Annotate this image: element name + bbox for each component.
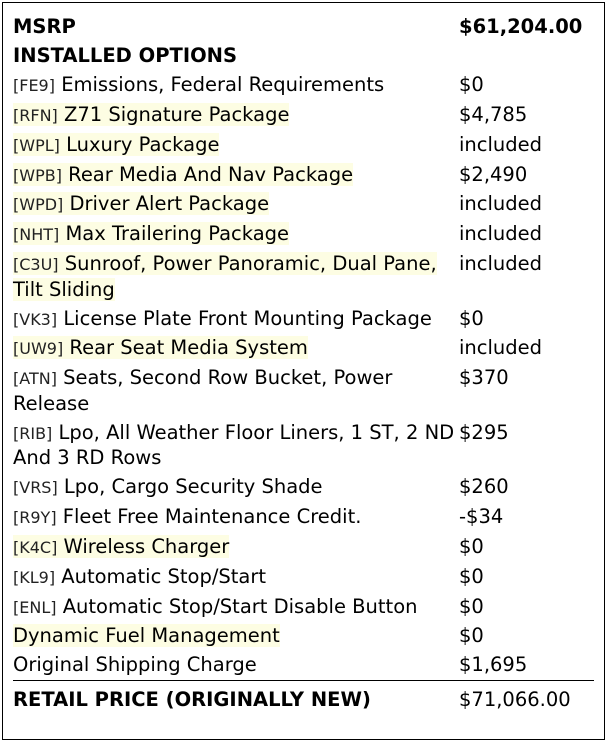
option-name: Rear Seat Media System [69, 336, 308, 360]
option-row [13, 304, 594, 334]
option-row [13, 220, 594, 250]
option-price: $260 [459, 475, 509, 499]
option-row [13, 651, 594, 680]
option-code: [WPB] [13, 165, 62, 185]
option-price: $0 [459, 72, 484, 96]
option-price: included [459, 222, 543, 246]
option-text [13, 336, 308, 359]
option-description [13, 160, 459, 190]
option-description [13, 71, 459, 101]
option-text [13, 222, 289, 245]
option-description [13, 364, 459, 418]
option-price: included [459, 336, 543, 360]
option-price: $4,785 [459, 102, 528, 126]
option-price: $2,490 [459, 162, 528, 186]
option-description [13, 622, 459, 651]
option-row [13, 364, 594, 418]
option-price: included [459, 192, 543, 216]
option-code: [K4C] [13, 537, 58, 557]
msrp-row [13, 13, 594, 42]
option-text [13, 133, 219, 156]
option-code: [RFN] [13, 105, 58, 125]
option-name: Driver Alert Package [69, 192, 270, 216]
option-row [13, 190, 594, 220]
option-code: [NHT] [13, 225, 60, 245]
option-text [13, 624, 280, 647]
option-text [13, 595, 417, 618]
option-description [13, 334, 459, 364]
option-description [13, 250, 459, 304]
option-text [13, 252, 437, 301]
option-text [13, 366, 392, 415]
option-description [13, 101, 459, 131]
option-row [13, 419, 594, 473]
option-row [13, 101, 594, 131]
option-price: $0 [459, 534, 484, 558]
option-code: [UW9] [13, 339, 64, 359]
option-name: Rear Media And Nav Package [68, 162, 354, 186]
option-description [13, 563, 459, 593]
option-code: [ENL] [13, 597, 57, 617]
option-text [13, 505, 361, 528]
option-code: [WPL] [13, 135, 60, 155]
option-row [13, 334, 594, 364]
option-name: License Plate Front Mounting Package [63, 306, 432, 330]
option-description [13, 304, 459, 334]
option-name: Automatic Stop/Start [61, 564, 267, 588]
option-row [13, 473, 594, 503]
option-price: $0 [459, 594, 484, 618]
option-description [13, 473, 459, 503]
option-price: included [459, 132, 543, 156]
option-row [13, 250, 594, 304]
option-row [13, 592, 594, 622]
option-row [13, 160, 594, 190]
option-name: Z71 Signature Package [63, 102, 290, 126]
retail-price-label: RETAIL PRICE (ORIGINALLY NEW) [13, 681, 459, 713]
option-row [13, 533, 594, 563]
option-description [13, 503, 459, 533]
option-text [13, 307, 432, 330]
option-code: [RIB] [13, 423, 53, 443]
window-sticker [2, 2, 605, 740]
option-name: Max Trailering Package [65, 222, 290, 246]
option-code: [WPD] [13, 195, 64, 215]
option-code: [ATN] [13, 369, 57, 389]
option-code: [VRS] [13, 478, 58, 498]
option-name: Emissions, Federal Requirements [61, 72, 385, 96]
msrp-value: $61,204.00 [459, 15, 583, 39]
option-text [13, 535, 229, 558]
option-price: $370 [459, 366, 509, 390]
option-name: Wireless Charger [63, 534, 230, 558]
option-code: [FE9] [13, 75, 55, 95]
option-row [13, 71, 594, 101]
options-table [13, 13, 594, 713]
option-row [13, 622, 594, 651]
installed-options-label: INSTALLED OPTIONS [13, 44, 238, 68]
option-name: Luxury Package [66, 132, 220, 156]
option-price: -$34 [459, 504, 504, 528]
option-name: Original Shipping Charge [13, 653, 257, 677]
option-name: Fleet Free Maintenance Credit. [62, 504, 362, 528]
option-description [13, 419, 459, 473]
option-description [13, 592, 459, 622]
option-text [13, 103, 289, 126]
option-price: $1,695 [459, 653, 528, 677]
option-price: $0 [459, 564, 484, 588]
option-description [13, 131, 459, 161]
option-text [13, 73, 384, 96]
option-description [13, 220, 459, 250]
option-description [13, 651, 459, 680]
option-name: Automatic Stop/Start Disable Button [62, 594, 418, 618]
option-text [13, 192, 269, 215]
msrp-label: MSRP [13, 15, 76, 39]
option-price: $295 [459, 420, 509, 444]
retail-price-value: $71,066.00 [459, 681, 594, 713]
retail-price-row [13, 681, 594, 713]
option-price: $0 [459, 624, 484, 648]
option-row [13, 131, 594, 161]
option-name: Lpo, All Weather Floor Liners, 1 ST, 2 ND And 3 RD Rows [13, 420, 455, 470]
option-row [13, 563, 594, 593]
option-name: Lpo, Cargo Security Shade [63, 475, 323, 499]
option-name: Sunroof, Power Panoramic, Dual Pane, Tilt Sliding [13, 252, 437, 301]
option-code: [R9Y] [13, 507, 57, 527]
option-price: included [459, 252, 543, 276]
option-text [13, 653, 257, 676]
option-code: [KL9] [13, 567, 56, 587]
option-text [13, 163, 353, 186]
option-row [13, 503, 594, 533]
option-text [13, 475, 323, 498]
option-price: $0 [459, 306, 484, 330]
installed-options-header-row [13, 42, 594, 71]
option-description [13, 190, 459, 220]
option-text [13, 565, 266, 588]
option-name: Seats, Second Row Bucket, Power Release [13, 366, 393, 415]
option-code: [C3U] [13, 255, 59, 275]
option-name: Dynamic Fuel Management [13, 624, 280, 648]
option-code: [VK3] [13, 309, 58, 329]
option-description [13, 533, 459, 563]
option-text [13, 421, 454, 470]
